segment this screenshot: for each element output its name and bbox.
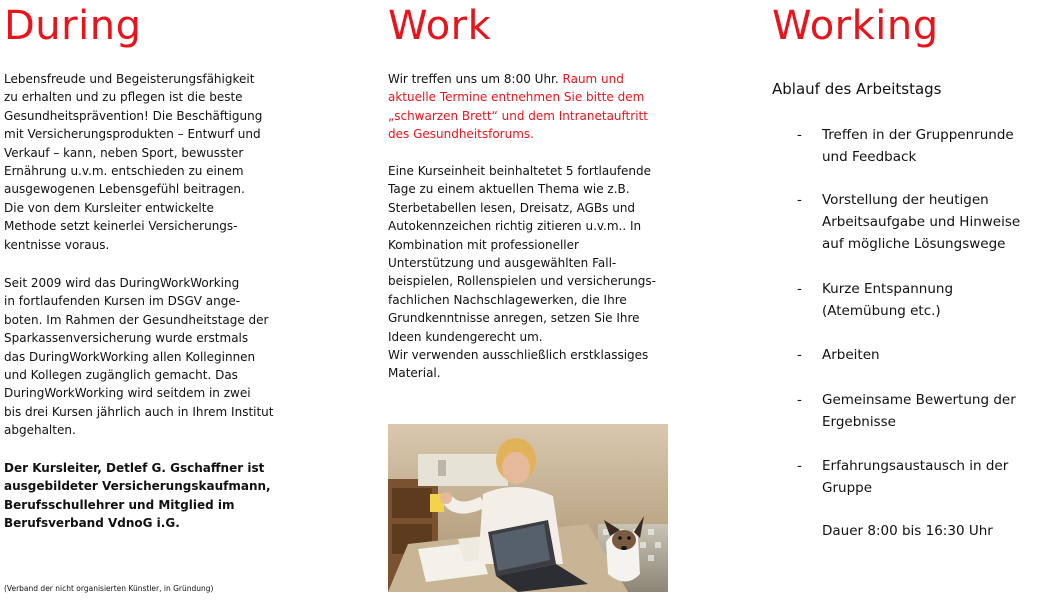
agenda-item (772, 124, 1044, 168)
paragraph-intro: Lebensfreude und Begeisterungsfähigkeit zu erhalten und zu pflegen ist die beste Gesundheitsprävention! Die Beschäftigung mit Versicherungsprodukten – Entwurf und Verkauf – kann, neben Sport, bewusster Ernährung u.v.m. entschieden zu einem ausgewogenen Lebensgefühl beitragen. Die von dem Kursleiter entwickelte Methode setzt keinerlei Versicherungs- kentnisse voraus. (4, 72, 263, 252)
agenda-item (772, 455, 1044, 499)
paragraph-history: Seit 2009 wird das DuringWorkWorking in fortlaufenden Kursen im DSGV ange- boten. Im Rahmen der Gesundheitstage der Sparkassenversicherung wurde erstmals das DuringWorkWorking allen Kolleginnen und Kollegen zugänglich gemacht. Das DuringWorkWorking wird seitdem in zwei bis drei Kursen jährlich auch in Ihrem Institut abgehalten. (4, 276, 274, 438)
bullet-dash: - (797, 347, 802, 363)
room-info-text: Raum und aktuelle Termine entnehmen Sie bitte dem „schwarzen Brett“ und dem Intranetauftritt des Gesundheitsforums. (388, 72, 648, 142)
agenda-item-text: Erfahrungsaustausch in der Gruppe (822, 458, 1009, 496)
agenda-item-text: Vorstellung der heutigen Arbeitsaufgabe und Hinweise auf mögliche Lösungswege (822, 192, 1021, 252)
photo-illustration (388, 424, 668, 592)
bullet-dash: - (797, 192, 802, 208)
office-worker-photo (388, 424, 668, 592)
heading-work: Work (388, 3, 492, 49)
bullet-dash: - (797, 281, 802, 297)
column-during (4, 0, 294, 531)
agenda-item (772, 278, 1044, 322)
agenda-item-text: Arbeiten (822, 347, 880, 363)
agenda-item (772, 389, 1044, 433)
column-work (388, 0, 673, 381)
bullet-dash: - (797, 392, 802, 408)
agenda-item-text: Gemeinsame Bewertung der Ergebnisse (822, 392, 1016, 430)
paragraph-meeting (388, 70, 673, 144)
column-working (772, 0, 1044, 539)
heading-during: During (4, 3, 142, 49)
paragraph-instructor: Der Kursleiter, Detlef G. Gschaffner ist ausgebildeter Versicherungskaufmann, Berufsschullehrer und Mitglied im Berufsverband VdnoG i.G. (4, 461, 271, 531)
heading-working: Working (772, 3, 939, 49)
meeting-time-text: Wir treffen uns um 8:00 Uhr. (388, 72, 563, 86)
agenda-item-text: Kurze Entspannung (Atemübung etc.) (822, 281, 954, 319)
paragraph-course-unit: Eine Kurseinheit beinhaltetet 5 fortlaufende Tage zu einem aktuellen Thema wie z.B. Sterbetabellen lesen, Dreisatz, AGBs und Autokennzeichen richtig zitieren u.v.m.. In Kombination mit professioneller Unterstützung und ausgewählten Fall- beispielen, Rollenspielen und versicherungs- fachlichen Nachschlagewerken, die Ihre Grundkenntnisse anregen, setzen Sie Ihre Ideen kundengerecht um. Wir verwenden ausschließlich erstklassiges Material. (388, 164, 656, 381)
bullet-dash: - (797, 458, 802, 474)
course-duration: Dauer 8:00 bis 16:30 Uhr (822, 523, 993, 539)
agenda-title: Ablauf des Arbeitstags (772, 80, 942, 98)
agenda-item (772, 189, 1044, 255)
bullet-dash: - (797, 127, 802, 143)
footnote: (Verband der nicht organisierten Künstler, in Gründung) (4, 584, 214, 593)
agenda-item-text: Treffen in der Gruppenrunde und Feedback (822, 127, 1014, 165)
agenda-item (772, 344, 1044, 366)
